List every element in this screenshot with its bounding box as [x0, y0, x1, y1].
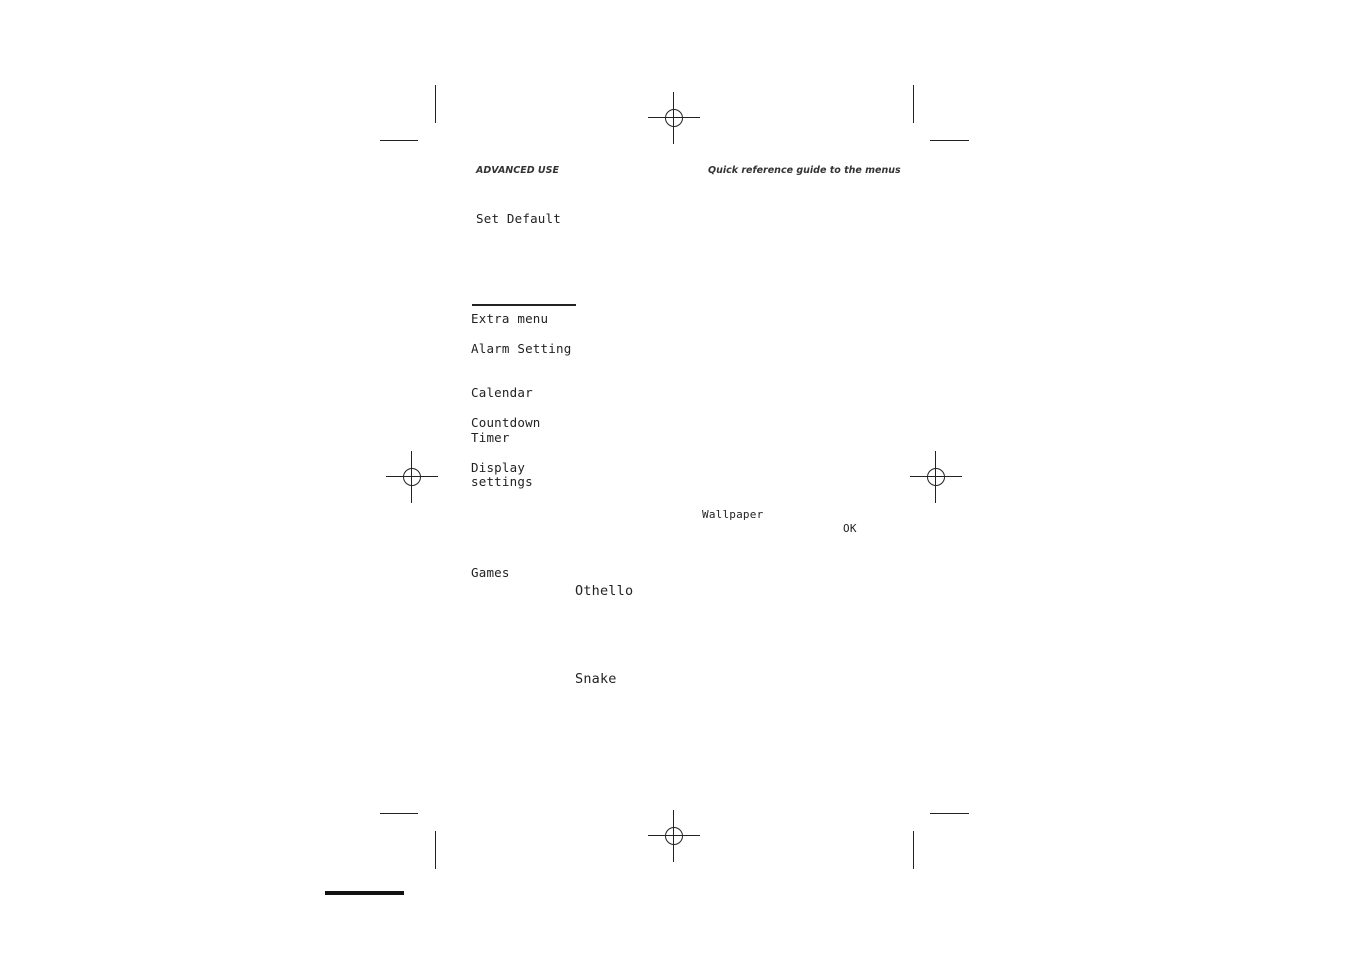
set-default-label: Set Default [476, 211, 561, 226]
registration-mark-bottom [648, 810, 700, 862]
menu-item-display-settings-line2: settings [471, 474, 533, 489]
ok-label: OK [843, 522, 857, 535]
crop-mark-bottom-left-vertical [435, 831, 436, 869]
crop-mark-bottom-right-vertical [913, 831, 914, 869]
crop-mark-bottom-right-horizontal [930, 813, 969, 814]
game-snake: Snake [575, 671, 617, 687]
wallpaper-label: Wallpaper [702, 508, 764, 521]
game-othello: Othello [575, 583, 634, 599]
menu-item-countdown-timer-line2: Timer [471, 430, 510, 445]
running-header-right: Quick reference guide to the menus [708, 165, 901, 176]
registration-mark-right [910, 451, 962, 503]
crop-mark-bottom-left-horizontal [380, 813, 418, 814]
page-footer-bar [325, 891, 404, 895]
menu-item-countdown-timer-line1: Countdown [471, 415, 541, 430]
registration-mark-left [386, 451, 438, 503]
crop-mark-top-left-vertical [435, 85, 436, 123]
registration-mark-top [648, 92, 700, 144]
crop-mark-top-right-horizontal [930, 140, 969, 141]
menu-item-display-settings-line1: Display [471, 460, 526, 475]
crop-mark-top-left-horizontal [380, 140, 418, 141]
section-rule [472, 304, 576, 306]
extra-menu-title: Extra menu [471, 311, 549, 326]
crop-mark-top-right-vertical [913, 85, 914, 123]
running-header-left: ADVANCED USE [476, 165, 559, 176]
menu-item-games: Games [471, 565, 510, 580]
menu-item-calendar: Calendar [471, 385, 533, 400]
menu-item-alarm-setting: Alarm Setting [471, 341, 572, 356]
